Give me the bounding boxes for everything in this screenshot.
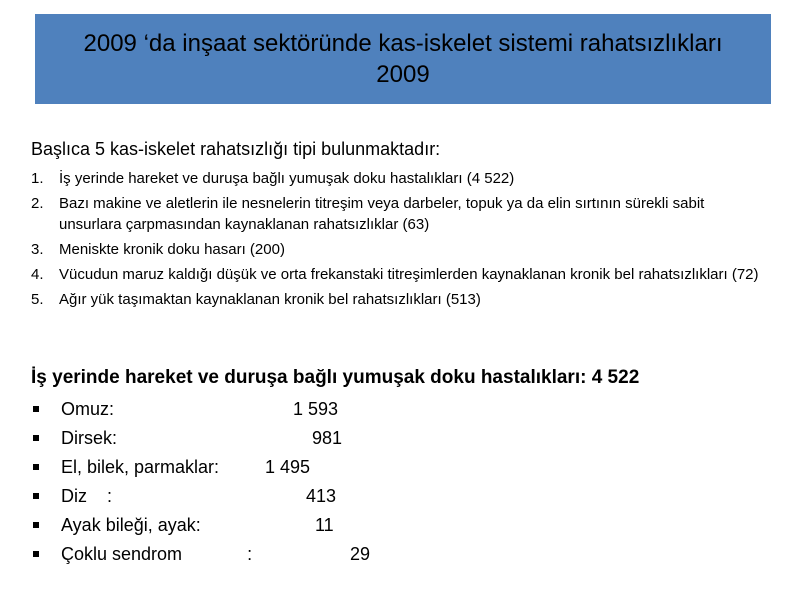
bullet-item — [31, 513, 531, 542]
bullet-value: 1 495 — [265, 457, 311, 477]
slide-title-line2: 2009 — [376, 61, 430, 88]
bullet-value: 11 — [315, 515, 334, 535]
bullet-label: Diz : — [61, 486, 113, 506]
list-item-text: Bazı makine ve aletlerin ile nesnelerin titreşim veya darbeler, topuk ya da elin sırtının sürekli sabit unsurlara çarpmasından kaynaklanan rahatsızlıklar (63) — [59, 195, 705, 233]
bullet-item — [31, 455, 531, 484]
bullet-square-icon — [33, 493, 39, 499]
bullet-label: Dirsek: — [61, 428, 118, 448]
bullet-list — [31, 397, 531, 571]
list-item — [31, 264, 771, 285]
list-item-text: Meniskte kronik doku hasarı (200) — [59, 241, 285, 258]
bullet-value: 981 — [312, 428, 343, 448]
bullet-value: 413 — [306, 486, 337, 506]
bullet-square-icon — [33, 551, 39, 557]
list-item — [31, 168, 771, 189]
list-item-number: 5. — [31, 291, 44, 308]
bullet-label: El, bilek, parmaklar: — [61, 457, 220, 477]
bullet-square-icon — [33, 406, 39, 412]
list-item — [31, 289, 771, 310]
numbered-list — [31, 168, 771, 314]
list-item-text: İş yerinde hareket ve duruşa bağlı yumuşak doku hastalıkları (4 522) — [59, 170, 515, 187]
list-item-number: 3. — [31, 241, 44, 258]
bullet-label: Omuz: — [61, 399, 115, 419]
bullet-value: 1 593 — [293, 399, 339, 419]
list-item-text: Ağır yük taşımaktan kaynaklanan kronik bel rahatsızlıkları (513) — [59, 291, 481, 308]
bullet-square-icon — [33, 464, 39, 470]
slide-title — [74, 28, 733, 90]
bullet-square-icon — [33, 522, 39, 528]
list-item-number: 1. — [31, 170, 44, 187]
intro-text: Başlıca 5 kas-iskelet rahatsızlığı tipi bulunmaktadır: — [31, 139, 441, 159]
bullet-item — [31, 542, 531, 571]
bullet-item — [31, 426, 531, 455]
bullet-item — [31, 397, 531, 426]
bullet-square-icon — [33, 435, 39, 441]
list-item — [31, 239, 771, 260]
list-item — [31, 193, 771, 235]
bullet-label: Çoklu sendrom : — [61, 544, 253, 564]
list-item-number: 2. — [31, 195, 44, 212]
title-banner — [35, 14, 771, 104]
list-item-number: 4. — [31, 266, 44, 283]
section-heading: İş yerinde hareket ve duruşa bağlı yumuşak doku hastalıkları: 4 522 — [31, 367, 640, 388]
bullet-item — [31, 484, 531, 513]
list-item-text: Vücudun maruz kaldığı düşük ve orta frekanstaki titreşimlerden kaynaklanan kronik bel rahatsızlıkları (72) — [59, 266, 759, 283]
bullet-value: 29 — [350, 544, 371, 564]
bullet-label: Ayak bileği, ayak: — [61, 515, 201, 535]
slide-title-line1: 2009 ‘da inşaat sektöründe kas-iskelet sistemi rahatsızlıkları — [83, 30, 723, 57]
